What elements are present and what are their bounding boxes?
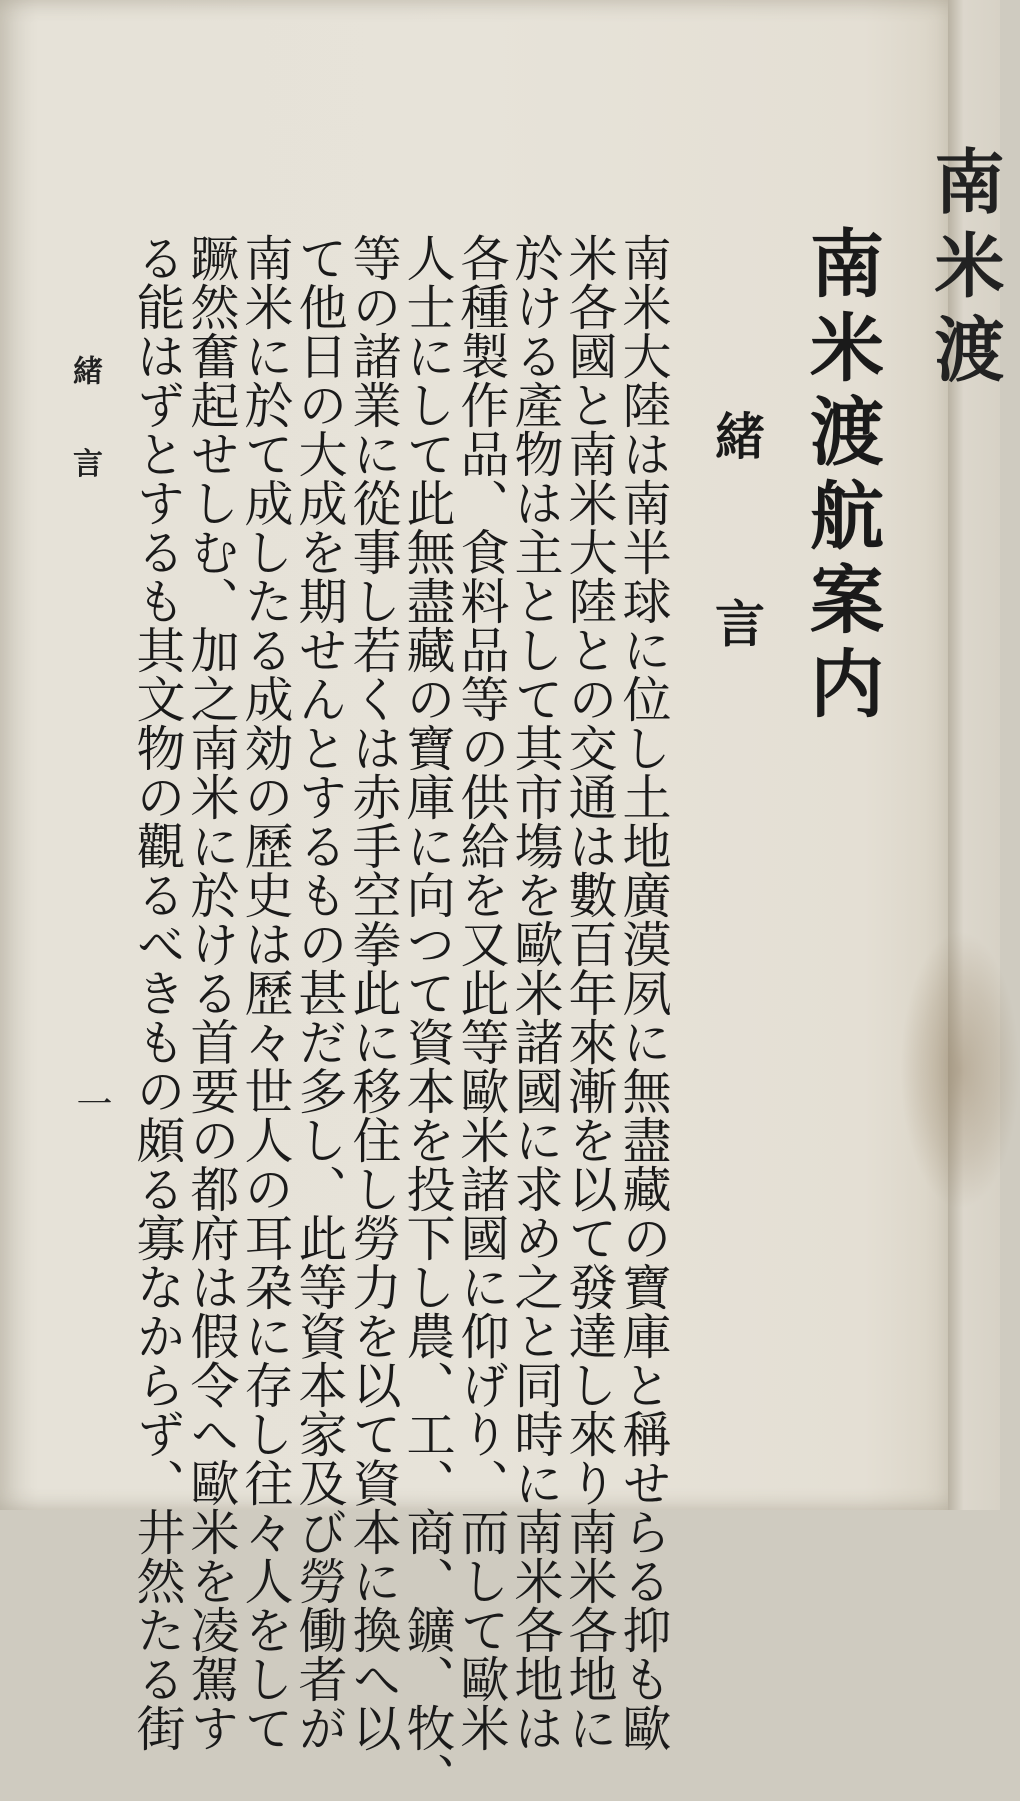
body-line-4: 各種製作品、食料品等の供給を又此等歐米諸國に仰げり、而して歐米 (453, 233, 510, 1752)
body-line-8: 南米に於て成したる成効の歷史は歷々世人の耳朶に存し往々人をして (237, 233, 294, 1752)
body-line-5: 人士にして此無盡藏の寶庫に向つて資本を投下し農、工、商、鑛、牧、 (399, 233, 456, 1801)
page-stain (900, 930, 1020, 1210)
page-number: 一 (71, 1085, 112, 1121)
book-title: 南米渡航案内 (798, 225, 884, 729)
running-header: 緒 言 (67, 355, 102, 504)
body-line-6: 等の諸業に從事し若くは赤手空拳此に移住し勞力を以て資本に換へ以 (345, 233, 402, 1752)
right-page-title-fragment: 南米渡 (923, 145, 1006, 397)
body-line-3: 於ける產物は主として其市塲を歐米諸國に求め之と同時に南米各地は (507, 233, 564, 1752)
body-line-1: 南米大陸は南半球に位し土地廣漠夙に無盡藏の寶庫と稱せらる抑も歐 (615, 233, 672, 1752)
section-heading: 緒 言 (707, 410, 766, 708)
body-line-10: る能はずとするも其文物の觀るべきもの頗る寡なからず、井然たる街 (129, 233, 186, 1752)
body-line-7: て他日の大成を期せんとするもの甚だ多し、此等資本家及び勞働者が (291, 233, 348, 1752)
body-line-9: 蹶然奮起せしむ、加之南米に於ける首要の都府は假令へ歐米を凌駕す (183, 233, 240, 1752)
body-line-2: 米各國と南米大陸との交通は數百年來漸を以て發達し來り南米各地に (561, 233, 618, 1752)
